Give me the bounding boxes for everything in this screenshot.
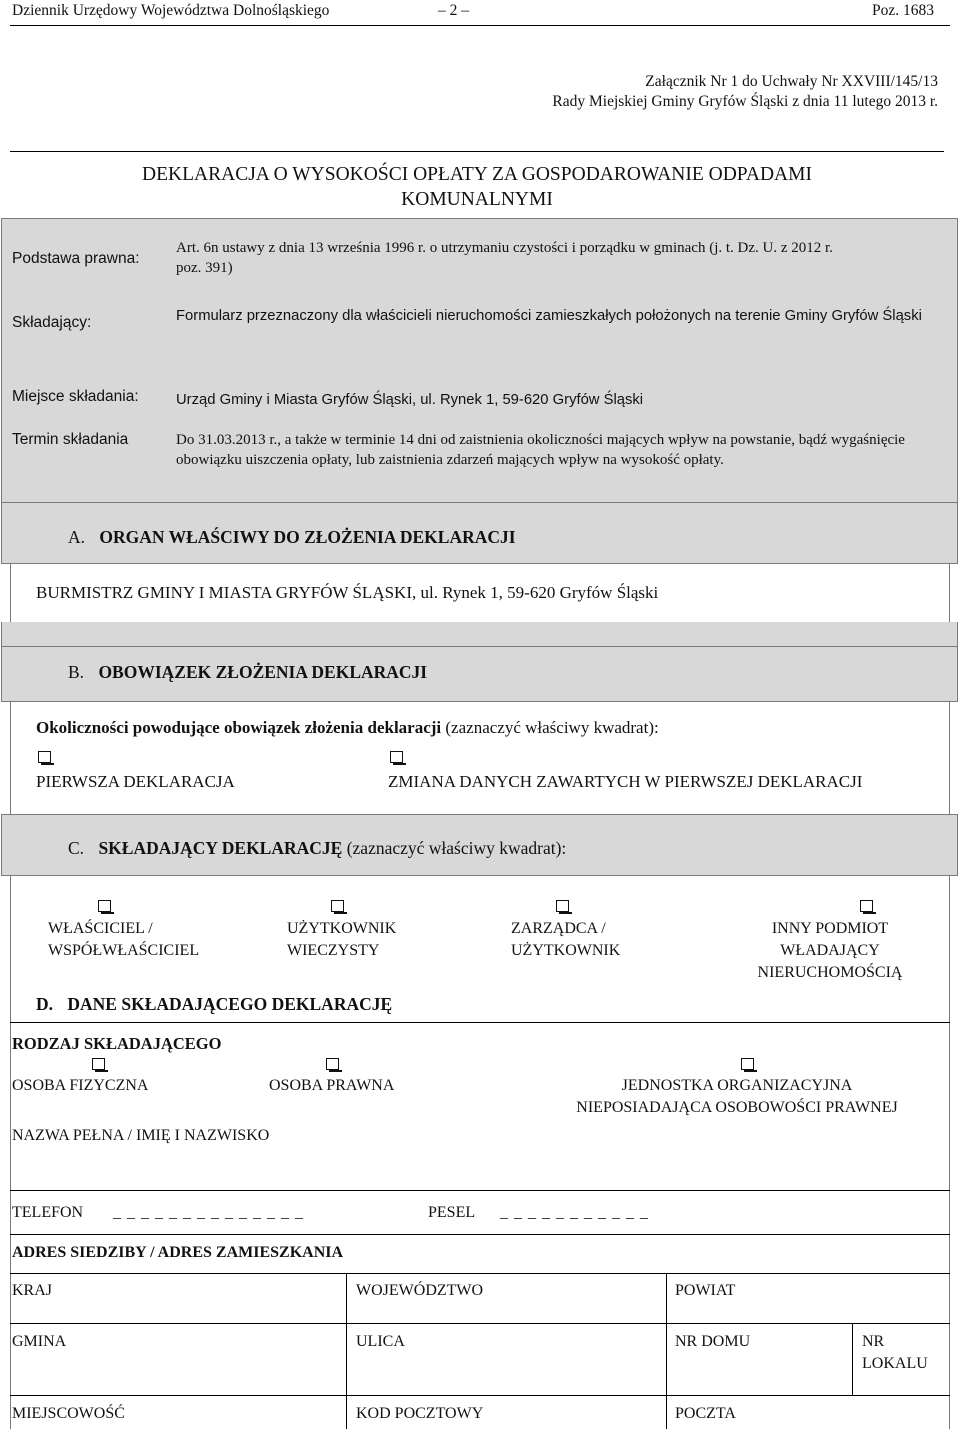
deadline-value xyxy=(176,430,951,470)
natural-person-label: OSOBA FIZYCZNA xyxy=(12,1077,149,1094)
section-d-title: DANE SKŁADAJĄCEGO DEKLARACJĘ xyxy=(67,994,393,1014)
manager-line-1: ZARZĄDCA / xyxy=(511,920,606,937)
other-entity-line-1: INNY PODMIOT xyxy=(771,920,889,937)
full-name-label: NAZWA PEŁNA / IMIĘ I NAZWISKO xyxy=(12,1127,270,1144)
annex-line-1: Załącznik Nr 1 do Uchwały Nr XXVIII/145/13 xyxy=(645,73,938,90)
section-c-hint: (zaznaczyć właściwy kwadrat): xyxy=(342,838,567,858)
obligation-question-hint: (zaznaczyć właściwy kwadrat): xyxy=(441,718,659,737)
owner-label-line-2: WSPÓŁWŁAŚCICIEL xyxy=(48,942,200,959)
organizational-unit-label xyxy=(540,1075,934,1119)
legal-basis-line-1: Art. 6n ustawy z dnia 13 września 1996 r. o utrzymaniu czystości i porządku w gminach (j. t. Dz. U. z 2012 r. xyxy=(176,240,833,256)
address-col-divider-1 xyxy=(346,1273,347,1429)
address-col-divider-2 xyxy=(666,1273,667,1429)
town-label: MIEJSCOWOŚĆ xyxy=(12,1405,125,1422)
section-c-letter: C. xyxy=(68,838,85,858)
data-change-checkbox[interactable] xyxy=(390,751,403,763)
perpetual-user-line-1: UŻYTKOWNIK xyxy=(287,920,397,937)
submitter-label: Składający: xyxy=(12,314,92,331)
house-number-label: NR DOMU xyxy=(675,1333,751,1350)
row-1-rule xyxy=(10,1323,950,1324)
obligation-question-bold: Okoliczności powodujące obowiązek złożenia deklaracji xyxy=(36,718,442,737)
competent-authority: BURMISTRZ GMINY I MIASTA GRYFÓW ŚLĄSKI, ul. Rynek 1, 59-620 Gryfów Śląski xyxy=(36,583,659,602)
section-c-title: SKŁADAJĄCY DEKLARACJĘ xyxy=(98,838,343,858)
deadline-date: Do 31.03.2013 r. xyxy=(176,432,278,448)
voivodeship-label: WOJEWÓDZTWO xyxy=(356,1282,484,1299)
address-label: ADRES SIEDZIBY / ADRES ZAMIESZKANIA xyxy=(12,1244,344,1261)
perpetual-user-label xyxy=(287,918,396,962)
owner-label xyxy=(40,918,230,962)
header-rule xyxy=(10,25,950,26)
document-title-line-2: KOMUNALNYMI xyxy=(401,189,553,210)
flat-number-label xyxy=(862,1331,928,1375)
section-d-letter: D. xyxy=(36,994,54,1014)
submitter-value: Formularz przeznaczony dla właścicieli nieruchomości zamieszkałych położonych na terenie Gminy Gryfów Śląski xyxy=(176,308,922,324)
phone-label: TELEFON xyxy=(12,1204,84,1221)
place-label: Miejsce składania: xyxy=(12,388,139,405)
flat-number-line-2: LOKALU xyxy=(862,1355,928,1372)
annex-line-2: Rady Miejskiej Gminy Gryfów Śląski z dnia 11 lutego 2013 r. xyxy=(552,93,938,110)
address-rule xyxy=(10,1273,950,1274)
legal-person-label: OSOBA PRAWNA xyxy=(269,1077,395,1094)
legal-basis-label: Podstawa prawna: xyxy=(12,250,140,267)
legal-basis-line-2: poz. 391) xyxy=(176,260,233,276)
first-declaration-label: PIERWSZA DEKLARACJA xyxy=(36,772,235,791)
deadline-description: , a także w terminie 14 dni od zaistnienia okoliczności mających wpływ na powstanie, bądź wygaśnięcie obowiązku uiszczenia opłaty, lub zaistnienia zdarzeń mających wpływ na wysokość opłaty. xyxy=(176,432,905,468)
perpetual-user-checkbox[interactable] xyxy=(331,900,344,912)
legal-basis-value xyxy=(176,238,951,278)
organizational-unit-line-1: JEDNOSTKA ORGANIZACYJNA xyxy=(621,1077,853,1094)
annex-reference xyxy=(552,72,938,112)
document-title-line-1: DEKLARACJA O WYSOKOŚCI OPŁATY ZA GOSPODAROWANIE ODPADAMI xyxy=(142,164,812,185)
postcode-label: KOD POCZTOWY xyxy=(356,1405,484,1422)
submitter-type-label: RODZAJ SKŁADAJĄCEGO xyxy=(12,1034,222,1053)
place-value: Urząd Gminy i Miasta Gryfów Śląski, ul. Rynek 1, 59-620 Gryfów Śląski xyxy=(176,392,644,408)
organizational-unit-checkbox[interactable] xyxy=(741,1058,754,1070)
pesel-label: PESEL xyxy=(428,1204,476,1221)
phone-field[interactable]: _ _ _ _ _ _ _ _ _ _ _ _ _ _ xyxy=(113,1204,304,1221)
other-entity-line-3: NIERUCHOMOŚCIĄ xyxy=(757,964,903,981)
section-b-title: OBOWIĄZEK ZŁOŻENIA DEKLARACJI xyxy=(98,662,428,682)
document-title xyxy=(10,151,944,212)
page-number: – 2 – xyxy=(438,2,469,19)
section-b-heading xyxy=(68,662,427,683)
position-number: Poz. 1683 xyxy=(872,2,934,19)
manager-checkbox[interactable] xyxy=(556,900,569,912)
journal-title: Dziennik Urzędowy Województwa Dolnośląskiego xyxy=(12,2,330,19)
other-entity-label xyxy=(730,918,930,984)
manager-line-2: UŻYTKOWNIK xyxy=(511,942,621,959)
other-entity-line-2: WŁADAJĄCY xyxy=(780,942,880,959)
perpetual-user-line-2: WIECZYSTY xyxy=(287,942,380,959)
post-office-label: POCZTA xyxy=(675,1405,736,1422)
obligation-question xyxy=(36,718,659,738)
country-label: KRAJ xyxy=(12,1282,53,1299)
owner-checkbox[interactable] xyxy=(98,900,111,912)
flat-number-line-1: NR xyxy=(862,1333,885,1350)
section-a-heading xyxy=(68,527,516,548)
address-col-divider-3 xyxy=(852,1323,853,1395)
manager-label xyxy=(511,918,620,962)
legal-person-checkbox[interactable] xyxy=(326,1058,339,1070)
commune-label: GMINA xyxy=(12,1333,67,1350)
street-label: ULICA xyxy=(356,1333,405,1350)
section-d-rule xyxy=(10,1022,950,1023)
section-b-letter: B. xyxy=(68,662,85,682)
pesel-field[interactable]: _ _ _ _ _ _ _ _ _ _ _ xyxy=(500,1204,649,1221)
section-a-title: ORGAN WŁAŚCIWY DO ZŁOŻENIA DEKLARACJI xyxy=(99,527,516,547)
deadline-label: Termin składania xyxy=(12,431,129,448)
natural-person-checkbox[interactable] xyxy=(92,1058,105,1070)
first-declaration-checkbox[interactable] xyxy=(38,751,51,763)
section-c-heading xyxy=(68,838,566,859)
district-label: POWIAT xyxy=(675,1282,736,1299)
phone-rule xyxy=(10,1234,950,1235)
full-name-rule xyxy=(10,1190,950,1191)
row-2-rule xyxy=(10,1395,950,1396)
section-a-letter: A. xyxy=(68,527,86,547)
data-change-label: ZMIANA DANYCH ZAWARTYCH W PIERWSZEJ DEKLARACJI xyxy=(388,772,863,791)
other-entity-checkbox[interactable] xyxy=(860,900,873,912)
organizational-unit-line-2: NIEPOSIADAJĄCA OSOBOWOŚCI PRAWNEJ xyxy=(576,1099,898,1116)
section-d-heading xyxy=(36,994,392,1015)
owner-label-line-1: WŁAŚCICIEL / xyxy=(48,920,153,937)
